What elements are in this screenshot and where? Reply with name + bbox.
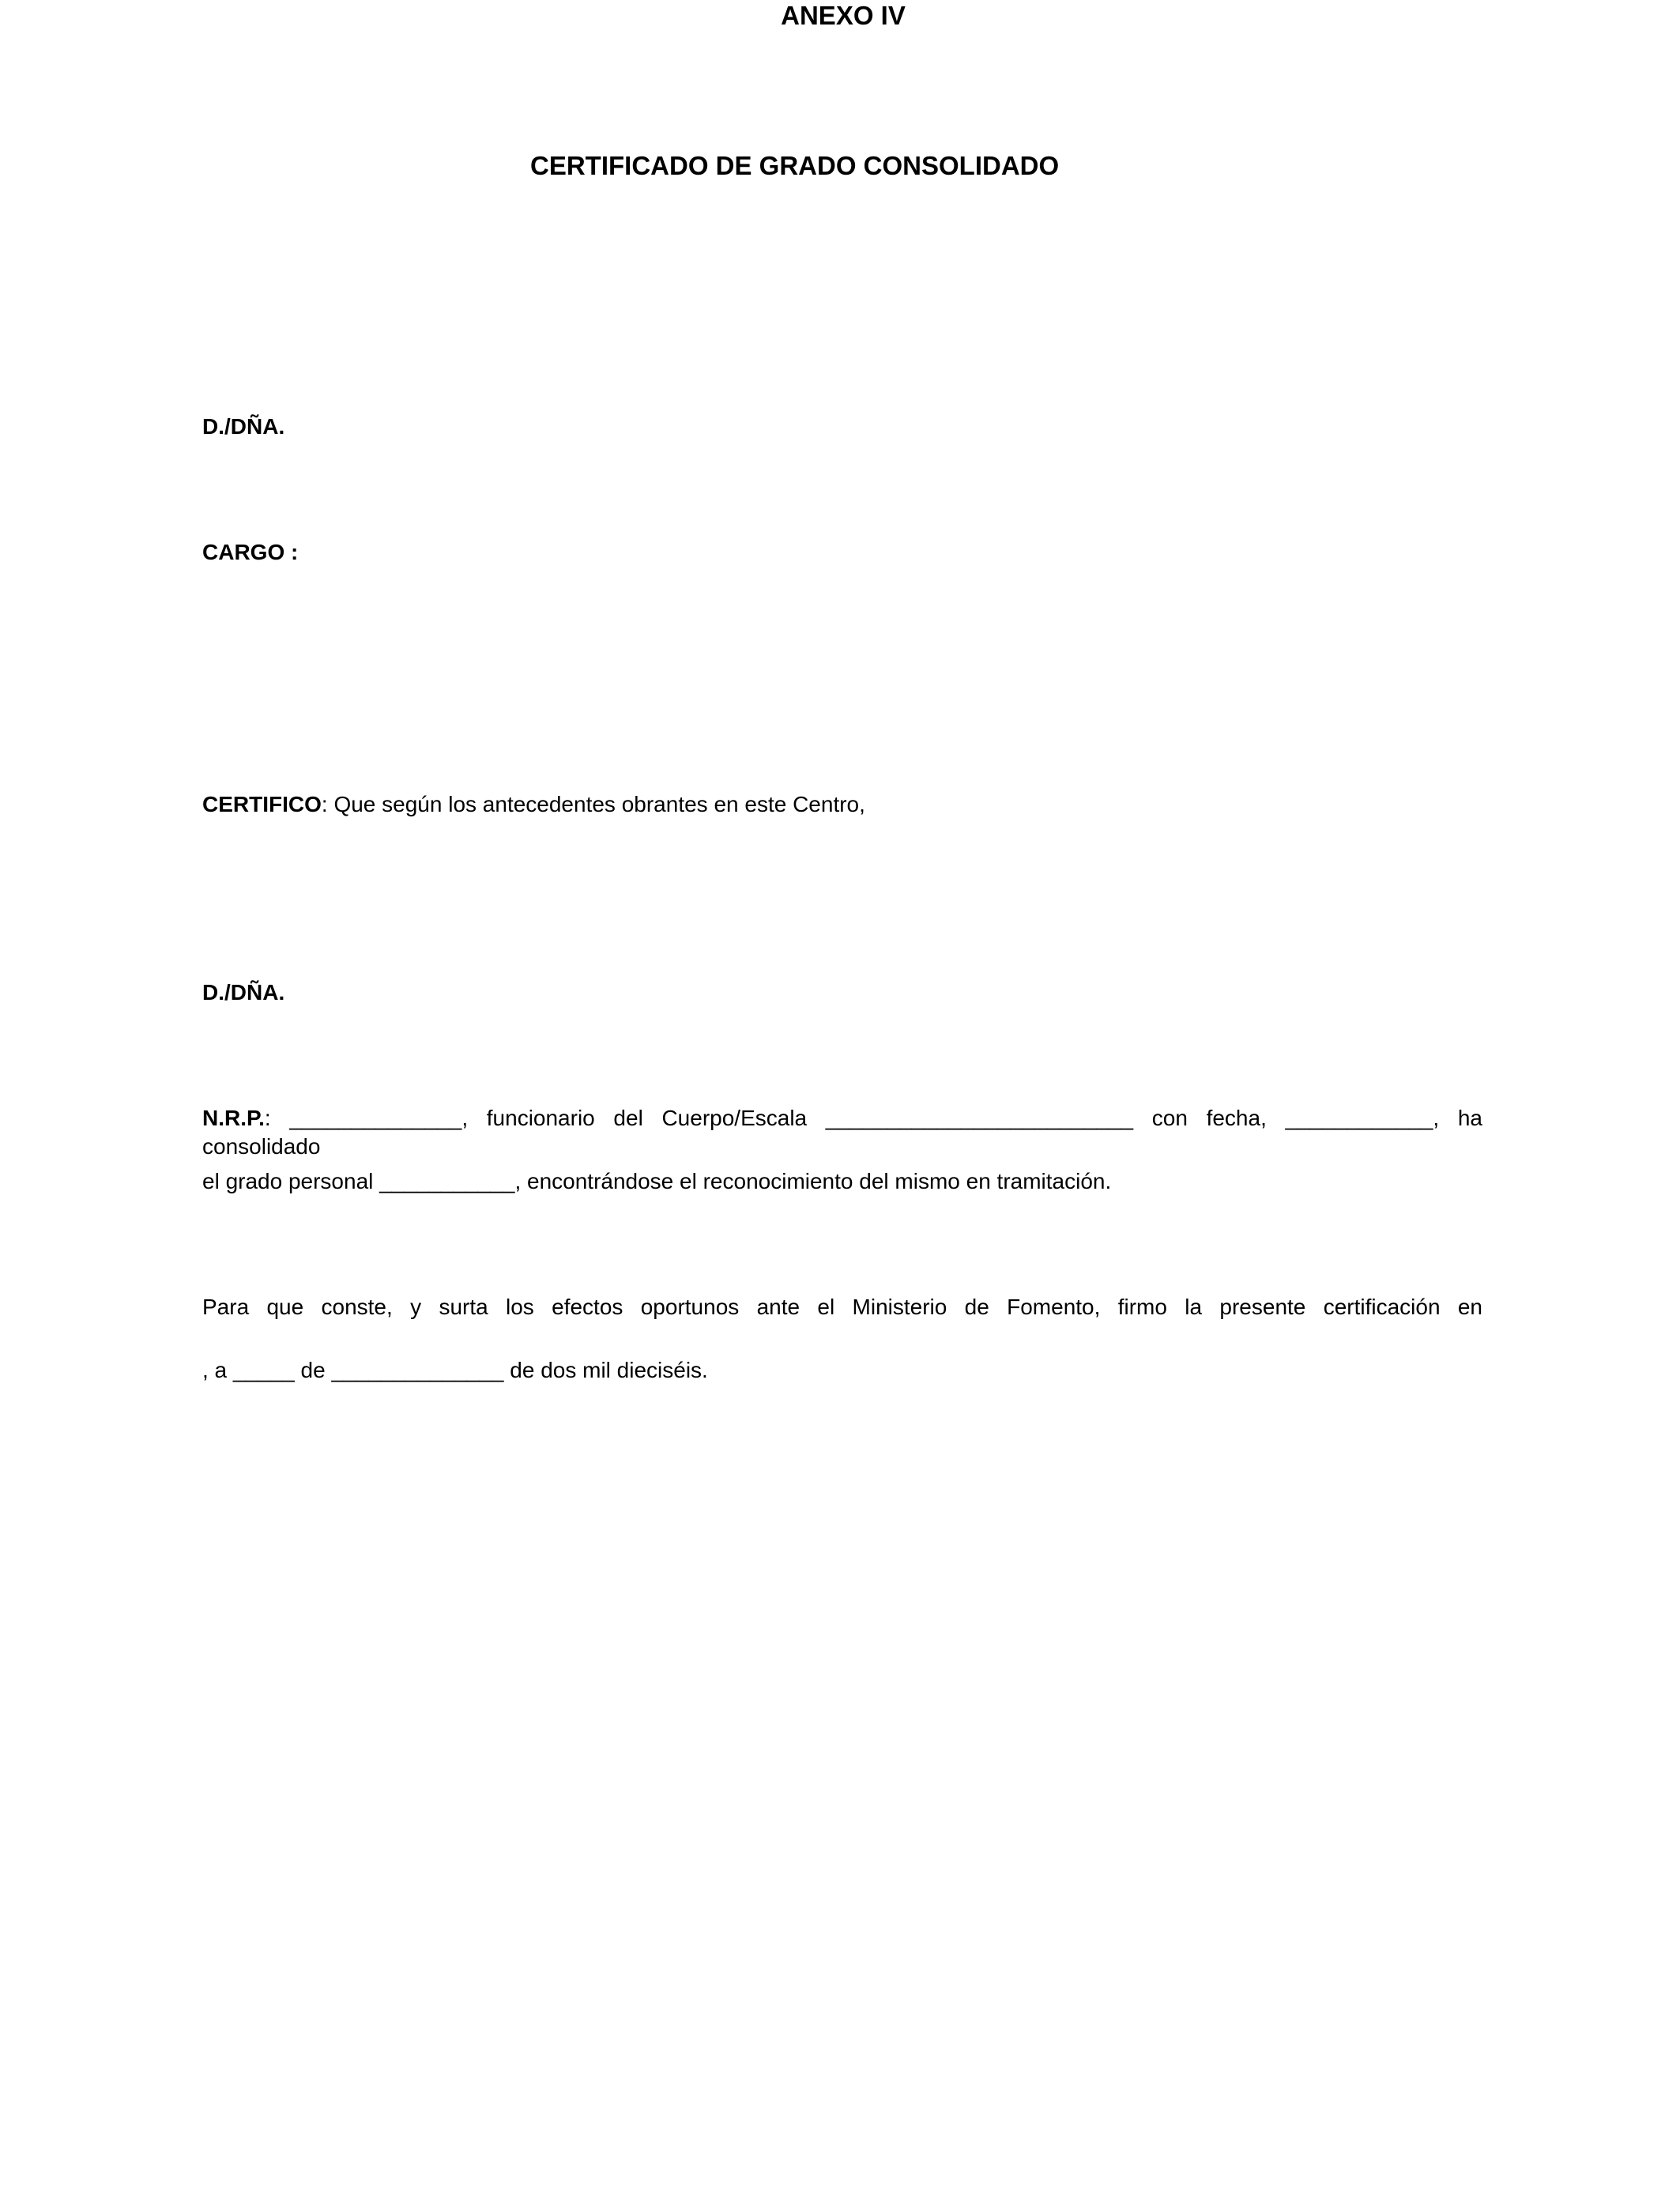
certify-paragraph (202, 790, 865, 819)
name-label-first: D./DÑA. (202, 414, 285, 439)
cargo-label: CARGO : (202, 540, 299, 564)
annex-label: ANEXO IV (781, 1, 906, 30)
closing-line-1: Para que conste, y surta los efectos oportunos ante el Ministerio de Fomento, firmo la presente certificación en (202, 1295, 1482, 1319)
name-label-second: D./DÑA. (202, 980, 285, 1005)
closing-line-2: , a _____ de ______________ de dos mil dieciséis. (202, 1358, 708, 1382)
annex-heading (0, 0, 1680, 32)
certify-label: CERTIFICO (202, 792, 322, 816)
nrp-label: N.R.P. (202, 1106, 265, 1130)
grade-line: el grado personal ___________, encontrándose el reconocimiento del mismo en tramitación. (202, 1169, 1112, 1193)
nrp-line (202, 1104, 1482, 1161)
nrp-line-text: : ______________, funcionario del Cuerpo/Escala _________________________ con fecha, ____________, ha consolidado (202, 1106, 1482, 1159)
certificate-title: CERTIFICADO DE GRADO CONSOLIDADO (530, 151, 1060, 180)
certify-text: : Que según los antecedentes obrantes en este Centro, (321, 792, 865, 816)
